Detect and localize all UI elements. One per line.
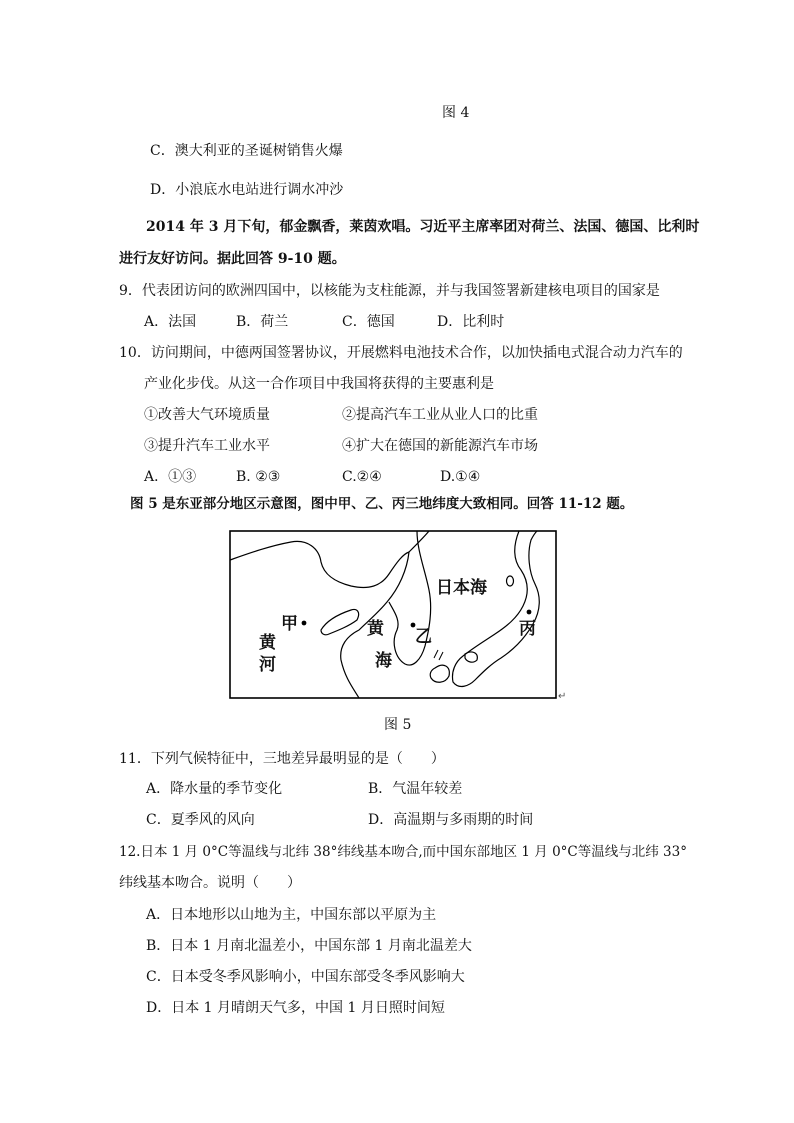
q8-option-c: C．澳大利亚的圣诞树销售火爆 — [150, 143, 343, 159]
label-yellow-sea-2: 海 — [375, 651, 392, 671]
label-yellow-sea-1: 黄 — [367, 619, 384, 639]
q10-option-d: D.①④ — [440, 469, 481, 485]
q11-option-d: D．高温期与多雨期的时间 — [368, 812, 534, 828]
q10-option-b: B. ②③ — [236, 469, 281, 485]
q10-option-a: A．①③ — [144, 469, 197, 485]
q10-stem-line2: 产业化步伐。从这一合作项目中我国将获得的主要惠利是 — [144, 376, 494, 392]
label-jia: 甲 — [281, 614, 298, 634]
q12-stem-line1: 12.日本 1 月 0°C等温线与北纬 38°纬线基本吻合,而中国东部地区 1 月 0°C等温线与北纬 33° — [119, 844, 687, 860]
q11-option-c: C．夏季风的风向 — [146, 812, 255, 828]
label-japan-sea: 日本海 — [436, 578, 487, 598]
q10-item-1: ①改善大气环境质量 — [144, 407, 270, 423]
q10-item-2: ②提高汽车工业从业人口的比重 — [342, 407, 538, 423]
q9-option-a: A．法国 — [144, 314, 197, 330]
q10-item-3: ③提升汽车工业水平 — [144, 438, 270, 454]
intro-9-10-line2: 进行友好访问。据此回答 9-10 题。 — [119, 251, 346, 267]
q9-stem: 9．代表团访问的欧洲四国中，以核能为支柱能源，并与我国签署新建核电项目的国家是 — [119, 283, 660, 299]
figure-4-caption: 图 4 — [442, 105, 470, 121]
q12-option-c: C．日本受冬季风影响小，中国东部受冬季风影响大 — [146, 969, 465, 985]
q9-option-d: D．比利时 — [437, 314, 505, 330]
q12-stem-line2: 纬线基本吻合。说明（ ） — [119, 875, 301, 891]
q11-option-b: B．气温年较差 — [368, 781, 463, 797]
q9-option-b: B．荷兰 — [236, 314, 289, 330]
intro-9-10-line1: 2014 年 3 月下旬，郁金飘香，莱茵欢唱。习近平主席率团对荷兰、法国、德国、比利时 — [146, 219, 700, 235]
intro-11-12: 图 5 是东亚部分地区示意图，图中甲、乙、丙三地纬度大致相同。回答 11-12 题。 — [130, 496, 634, 512]
q9-option-c: C．德国 — [342, 314, 395, 330]
label-yellow-river-1: 黄 — [259, 633, 276, 653]
q10-option-c: C.②④ — [342, 469, 382, 485]
q12-option-a: A．日本地形以山地为主，中国东部以平原为主 — [146, 907, 437, 923]
label-yellow-river-2: 河 — [259, 655, 276, 675]
q10-item-4: ④扩大在德国的新能源汽车市场 — [342, 438, 538, 454]
q12-option-b: B．日本 1 月南北温差小，中国东部 1 月南北温差大 — [146, 938, 472, 954]
q11-stem: 11．下列气候特征中，三地差异最明显的是（ ） — [119, 751, 445, 767]
label-yi: 乙 — [415, 627, 432, 647]
east-asia-map — [229, 530, 565, 702]
q8-option-d: D．小浪底水电站进行调水冲沙 — [150, 182, 344, 198]
q10-stem-line1: 10．访问期间，中德两国签署协议，开展燃料电池技术合作，以加快插电式混合动力汽车的 — [119, 345, 683, 361]
dot-bing — [527, 610, 532, 615]
return-mark: ↵ — [558, 691, 567, 702]
label-bing: 丙 — [519, 619, 536, 639]
q11-option-a: A．降水量的季节变化 — [146, 781, 283, 797]
dot-jia — [302, 621, 307, 626]
q12-option-d: D．日本 1 月晴朗天气多，中国 1 月日照时间短 — [146, 1000, 445, 1016]
figure-5-caption: 图 5 — [384, 717, 412, 733]
map-frame — [230, 531, 556, 698]
